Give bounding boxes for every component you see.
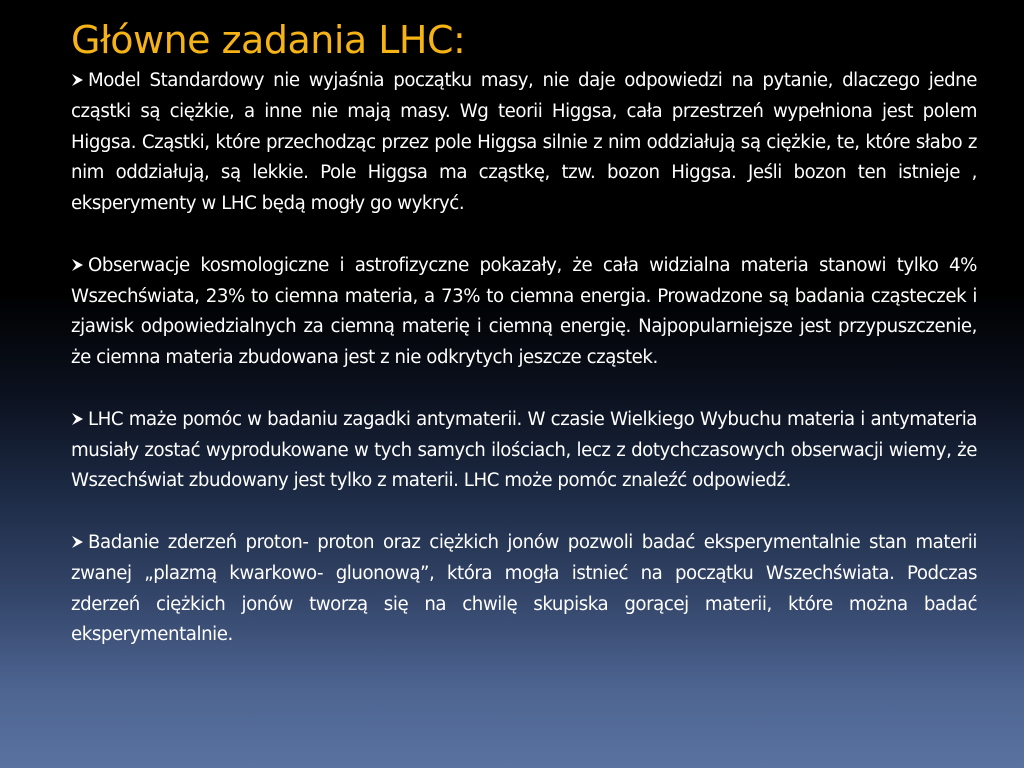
- paragraph-gap: [71, 220, 977, 251]
- slide: [71, 14, 977, 651]
- arrowhead-bullet-icon: [71, 535, 84, 549]
- slide-body: [71, 66, 977, 651]
- bullet-paragraph-antimatter: [71, 405, 977, 497]
- bullet-text: LHC maże pomóc w badaniu zagadki antymaterii. W czasie Wielkiego Wybuchu materia i antymateria musiały zostać wyprodukowane w tych samych ilościach, lecz z dotychczasowych obserwacji wiemy, że Wszechświat zbudowany jest tylko z materii. LHC może pomóc znaleźć odpowiedź.: [71, 408, 977, 492]
- paragraph-gap: [71, 374, 977, 405]
- arrowhead-bullet-icon: [71, 73, 84, 87]
- bullet-text: Obserwacje kosmologiczne i astrofizyczne pokazały, że cała widzialna materia stanowi tylko 4% Wszechświata, 23% to ciemna materia, a 73% to ciemna energia. Prowadzone są badania cząsteczek i zjawisk odpowiedzialnych za ciemną materię i ciemną energię. Najpopularniejsze jest przypuszczenie, że ciemna materia zbudowana jest z nie odkrytych jeszcze cząstek.: [71, 254, 977, 369]
- bullet-paragraph-higgs: [71, 66, 977, 220]
- bullet-paragraph-dark-matter: [71, 251, 977, 374]
- bullet-text: Model Standardowy nie wyjaśnia początku masy, nie daje odpowiedzi na pytanie, dlaczego jedne cząstki są ciężkie, a inne nie mają masy. Wg teorii Higgsa, cała przestrzeń wypełniona jest polem Higgsa. Cząstki, które przechodząc przez pole Higgsa silnie z nim oddziałują są ciężkie, te, które słabo z nim oddziałują, są lekkie. Pole Higgsa ma cząstkę, tzw. bozon Higgsa. Jeśli bozon ten istnieje , eksperymenty w LHC będą mogły go wykryć.: [71, 70, 977, 215]
- arrowhead-bullet-icon: [71, 412, 84, 426]
- paragraph-gap: [71, 497, 977, 528]
- arrowhead-bullet-icon: [71, 258, 84, 272]
- slide-title: Główne zadania LHC:: [71, 18, 466, 62]
- bullet-paragraph-quark-gluon-plasma: [71, 528, 977, 651]
- bullet-text: Badanie zderzeń proton- proton oraz ciężkich jonów pozwoli badać eksperymentalnie stan materii zwanej „plazmą kwarkowo- gluonową”, która mogła istnieć na początku Wszechświata. Podczas zderzeń ciężkich jonów tworzą się na chwilę skupiska gorącej materii, które można badać eksperymentalnie.: [71, 531, 977, 646]
